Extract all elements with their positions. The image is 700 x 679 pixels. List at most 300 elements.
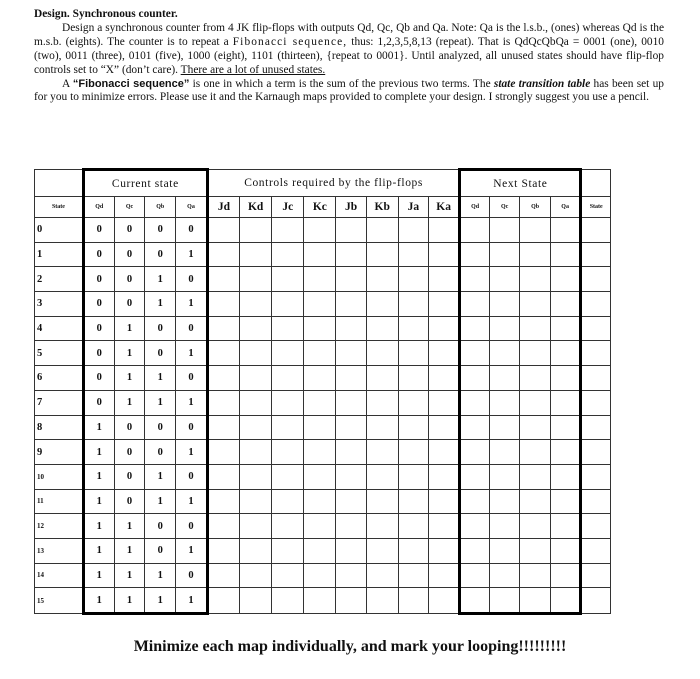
header-current-qb: Qb — [145, 197, 176, 218]
control-entry-cell[interactable] — [207, 366, 239, 391]
current-bit-cell: 0 — [176, 366, 208, 391]
table-row — [35, 514, 700, 539]
next-state-entry-cell[interactable] — [520, 267, 550, 292]
control-entry-cell[interactable] — [336, 292, 366, 317]
state-right-cell[interactable] — [581, 316, 611, 341]
control-entry-cell[interactable] — [398, 538, 428, 563]
next-state-entry-cell[interactable] — [520, 242, 550, 267]
current-bit-cell: 0 — [83, 316, 114, 341]
current-bit-cell: 0 — [176, 415, 208, 440]
control-entry-cell[interactable] — [240, 440, 272, 465]
next-state-entry-cell[interactable] — [520, 588, 550, 614]
control-entry-cell[interactable] — [336, 366, 366, 391]
control-entry-cell[interactable] — [272, 242, 304, 267]
control-entry-cell[interactable] — [240, 390, 272, 415]
current-bit-cell: 0 — [176, 514, 208, 539]
next-state-entry-cell[interactable] — [460, 341, 490, 366]
next-state-entry-cell[interactable] — [489, 390, 519, 415]
group-header-row — [35, 170, 700, 197]
current-bit-cell: 1 — [114, 390, 145, 415]
control-entry-cell[interactable] — [207, 390, 239, 415]
control-entry-cell[interactable] — [429, 489, 460, 514]
control-entry-cell[interactable] — [429, 464, 460, 489]
next-state-entry-cell[interactable] — [550, 464, 581, 489]
control-entry-cell[interactable] — [398, 588, 428, 614]
current-bit-cell: 1 — [114, 341, 145, 366]
control-entry-cell[interactable] — [304, 588, 336, 614]
current-bit-cell: 1 — [176, 440, 208, 465]
state-number: 3 — [35, 292, 84, 317]
current-bit-cell: 1 — [145, 390, 176, 415]
current-bit-cell: 1 — [145, 588, 176, 614]
control-entry-cell[interactable] — [207, 538, 239, 563]
p1-underlined: There are a lot of unused states. — [180, 63, 326, 76]
control-entry-cell[interactable] — [272, 440, 304, 465]
control-entry-cell[interactable] — [366, 538, 398, 563]
instructions — [34, 8, 664, 105]
next-state-entry-cell[interactable] — [520, 316, 550, 341]
next-state-entry-cell[interactable] — [460, 267, 490, 292]
control-entry-cell[interactable] — [240, 588, 272, 614]
state-number: 11 — [35, 489, 84, 514]
next-state-entry-cell[interactable] — [550, 218, 581, 243]
header-current-qd: Qd — [83, 197, 114, 218]
control-entry-cell[interactable] — [429, 588, 460, 614]
state-right-cell[interactable] — [581, 464, 611, 489]
current-bit-cell: 1 — [83, 415, 114, 440]
state-right-cell[interactable] — [581, 415, 611, 440]
current-bit-cell: 1 — [145, 366, 176, 391]
control-entry-cell[interactable] — [429, 242, 460, 267]
table-row — [35, 390, 700, 415]
current-bit-cell: 1 — [83, 563, 114, 588]
header-control-jb: Jb — [336, 197, 366, 218]
control-entry-cell[interactable] — [429, 292, 460, 317]
control-entry-cell[interactable] — [272, 538, 304, 563]
next-state-entry-cell[interactable] — [550, 588, 581, 614]
control-entry-cell[interactable] — [272, 563, 304, 588]
current-bit-cell: 0 — [176, 316, 208, 341]
header-next-qb: Qb — [520, 197, 550, 218]
control-entry-cell[interactable] — [336, 440, 366, 465]
header-control-kc: Kc — [304, 197, 336, 218]
control-entry-cell[interactable] — [240, 242, 272, 267]
control-entry-cell[interactable] — [398, 316, 428, 341]
control-entry-cell[interactable] — [366, 316, 398, 341]
control-entry-cell[interactable] — [398, 489, 428, 514]
next-state-entry-cell[interactable] — [489, 538, 519, 563]
control-entry-cell[interactable] — [304, 440, 336, 465]
next-state-entry-cell[interactable] — [489, 218, 519, 243]
table-row — [35, 316, 700, 341]
control-entry-cell[interactable] — [398, 366, 428, 391]
current-bit-cell: 0 — [114, 489, 145, 514]
control-entry-cell[interactable] — [366, 440, 398, 465]
control-entry-cell[interactable] — [336, 464, 366, 489]
next-state-entry-cell[interactable] — [550, 538, 581, 563]
next-state-entry-cell[interactable] — [550, 267, 581, 292]
control-entry-cell[interactable] — [336, 489, 366, 514]
current-bit-cell: 1 — [176, 489, 208, 514]
current-bit-cell: 1 — [145, 489, 176, 514]
control-entry-cell[interactable] — [207, 316, 239, 341]
control-entry-cell[interactable] — [429, 390, 460, 415]
state-right-cell[interactable] — [581, 218, 611, 243]
next-state-entry-cell[interactable] — [489, 440, 519, 465]
control-entry-cell[interactable] — [429, 538, 460, 563]
next-state-entry-cell[interactable] — [550, 563, 581, 588]
state-right-cell[interactable] — [581, 341, 611, 366]
next-state-entry-cell[interactable] — [460, 415, 490, 440]
next-state-entry-cell[interactable] — [520, 464, 550, 489]
control-entry-cell[interactable] — [398, 341, 428, 366]
next-state-entry-cell[interactable] — [520, 538, 550, 563]
header-control-jd: Jd — [207, 197, 239, 218]
control-entry-cell[interactable] — [336, 415, 366, 440]
current-bit-cell: 0 — [83, 366, 114, 391]
table-row — [35, 538, 700, 563]
control-entry-cell[interactable] — [240, 415, 272, 440]
next-state-entry-cell[interactable] — [460, 390, 490, 415]
control-entry-cell[interactable] — [207, 514, 239, 539]
current-bit-cell: 0 — [83, 292, 114, 317]
control-entry-cell[interactable] — [366, 218, 398, 243]
state-right-cell[interactable] — [581, 514, 611, 539]
state-right-cell[interactable] — [581, 489, 611, 514]
control-entry-cell[interactable] — [398, 218, 428, 243]
current-bit-cell: 0 — [145, 440, 176, 465]
control-entry-cell[interactable] — [336, 390, 366, 415]
next-state-entry-cell[interactable] — [460, 440, 490, 465]
control-entry-cell[interactable] — [398, 390, 428, 415]
state-right-cell[interactable] — [581, 588, 611, 614]
p2-text-e: has been set up for you to minimize errors. Please use it and the Karnaugh maps provided to complete your design. I strongly suggest you use a pencil. — [34, 77, 664, 104]
next-state-entry-cell[interactable] — [550, 366, 581, 391]
current-bit-cell: 1 — [114, 366, 145, 391]
next-state-entry-cell[interactable] — [460, 514, 490, 539]
control-entry-cell[interactable] — [272, 267, 304, 292]
next-state-entry-cell[interactable] — [520, 563, 550, 588]
control-entry-cell[interactable] — [240, 366, 272, 391]
control-entry-cell[interactable] — [336, 341, 366, 366]
state-number: 6 — [35, 366, 84, 391]
control-entry-cell[interactable] — [207, 218, 239, 243]
control-entry-cell[interactable] — [336, 538, 366, 563]
state-number: 13 — [35, 538, 84, 563]
control-entry-cell[interactable] — [429, 563, 460, 588]
control-entry-cell[interactable] — [336, 267, 366, 292]
control-entry-cell[interactable] — [240, 292, 272, 317]
control-entry-cell[interactable] — [207, 588, 239, 614]
control-entry-cell[interactable] — [398, 440, 428, 465]
next-state-entry-cell[interactable] — [489, 489, 519, 514]
p1-text-a: Design a synchronous counter from 4 JK flip-flops with outputs Qd, Qc, Qb and Qa. Note: Qa is the l.s.b., (ones) whereas Qd is the m.s.b. (eights). The counter is to repeat a — [34, 21, 664, 48]
table-row — [35, 218, 700, 243]
state-number: 15 — [35, 588, 84, 614]
state-number: 10 — [35, 464, 84, 489]
control-entry-cell[interactable] — [398, 242, 428, 267]
state-right-cell[interactable] — [581, 292, 611, 317]
current-bit-cell: 0 — [176, 464, 208, 489]
header-next-qd: Qd — [460, 197, 490, 218]
next-state-entry-cell[interactable] — [489, 514, 519, 539]
control-entry-cell[interactable] — [366, 341, 398, 366]
control-entry-cell[interactable] — [429, 366, 460, 391]
control-entry-cell[interactable] — [240, 563, 272, 588]
control-entry-cell[interactable] — [366, 415, 398, 440]
next-state-entry-cell[interactable] — [550, 242, 581, 267]
current-bit-cell: 0 — [83, 218, 114, 243]
next-state-entry-cell[interactable] — [489, 316, 519, 341]
current-bit-cell: 1 — [83, 489, 114, 514]
control-entry-cell[interactable] — [429, 316, 460, 341]
control-entry-cell[interactable] — [304, 415, 336, 440]
control-entry-cell[interactable] — [304, 242, 336, 267]
state-right-cell[interactable] — [581, 538, 611, 563]
current-bit-cell: 1 — [83, 514, 114, 539]
current-bit-cell: 0 — [83, 242, 114, 267]
control-entry-cell[interactable] — [272, 292, 304, 317]
control-entry-cell[interactable] — [398, 415, 428, 440]
next-state-entry-cell[interactable] — [550, 341, 581, 366]
control-entry-cell[interactable] — [240, 316, 272, 341]
control-entry-cell[interactable] — [207, 489, 239, 514]
current-bit-cell: 0 — [114, 464, 145, 489]
next-state-entry-cell[interactable] — [489, 415, 519, 440]
control-entry-cell[interactable] — [398, 464, 428, 489]
control-entry-cell[interactable] — [304, 390, 336, 415]
control-entry-cell[interactable] — [336, 218, 366, 243]
state-number: 2 — [35, 267, 84, 292]
next-state-entry-cell[interactable] — [489, 588, 519, 614]
next-state-entry-cell[interactable] — [520, 440, 550, 465]
next-state-entry-cell[interactable] — [489, 366, 519, 391]
control-entry-cell[interactable] — [272, 366, 304, 391]
control-entry-cell[interactable] — [304, 267, 336, 292]
control-entry-cell[interactable] — [304, 341, 336, 366]
control-entry-cell[interactable] — [304, 218, 336, 243]
column-header-row — [35, 197, 700, 218]
p2-text-c: is one in which a term is the sum of the previous two terms. The — [189, 77, 494, 90]
current-bit-cell: 0 — [83, 267, 114, 292]
control-entry-cell[interactable] — [366, 366, 398, 391]
group-next-state: Next State — [460, 170, 581, 197]
control-entry-cell[interactable] — [207, 267, 239, 292]
state-number: 1 — [35, 242, 84, 267]
next-state-entry-cell[interactable] — [460, 464, 490, 489]
next-state-entry-cell[interactable] — [520, 366, 550, 391]
next-state-entry-cell[interactable] — [520, 514, 550, 539]
current-bit-cell: 1 — [176, 588, 208, 614]
control-entry-cell[interactable] — [398, 563, 428, 588]
current-bit-cell: 1 — [83, 588, 114, 614]
control-entry-cell[interactable] — [240, 538, 272, 563]
next-state-entry-cell[interactable] — [520, 341, 550, 366]
control-entry-cell[interactable] — [336, 242, 366, 267]
control-entry-cell[interactable] — [240, 514, 272, 539]
current-bit-cell: 0 — [114, 218, 145, 243]
paragraph-1 — [34, 8, 664, 22]
control-entry-cell[interactable] — [272, 390, 304, 415]
header-control-kb: Kb — [366, 197, 398, 218]
current-bit-cell: 1 — [114, 514, 145, 539]
control-entry-cell[interactable] — [398, 267, 428, 292]
current-bit-cell: 0 — [176, 563, 208, 588]
current-bit-cell: 0 — [114, 242, 145, 267]
control-entry-cell[interactable] — [207, 415, 239, 440]
header-next-qc: Qc — [489, 197, 519, 218]
control-entry-cell[interactable] — [336, 563, 366, 588]
control-entry-cell[interactable] — [240, 218, 272, 243]
current-bit-cell: 0 — [83, 341, 114, 366]
control-entry-cell[interactable] — [366, 267, 398, 292]
control-entry-cell[interactable] — [207, 440, 239, 465]
control-entry-cell[interactable] — [429, 514, 460, 539]
next-state-entry-cell[interactable] — [460, 489, 490, 514]
current-bit-cell: 1 — [176, 538, 208, 563]
current-bit-cell: 1 — [145, 267, 176, 292]
next-state-entry-cell[interactable] — [460, 588, 490, 614]
state-right-cell[interactable] — [581, 242, 611, 267]
next-state-entry-cell[interactable] — [489, 464, 519, 489]
control-entry-cell[interactable] — [336, 514, 366, 539]
control-entry-cell[interactable] — [207, 464, 239, 489]
control-entry-cell[interactable] — [366, 563, 398, 588]
control-entry-cell[interactable] — [366, 464, 398, 489]
control-entry-cell[interactable] — [304, 292, 336, 317]
control-entry-cell[interactable] — [304, 489, 336, 514]
control-entry-cell[interactable] — [366, 390, 398, 415]
next-state-entry-cell[interactable] — [489, 563, 519, 588]
p2-table-term: state transition table — [493, 77, 591, 90]
next-state-entry-cell[interactable] — [520, 390, 550, 415]
control-entry-cell[interactable] — [366, 242, 398, 267]
next-state-entry-cell[interactable] — [460, 563, 490, 588]
control-entry-cell[interactable] — [336, 316, 366, 341]
control-entry-cell[interactable] — [272, 588, 304, 614]
current-bit-cell: 1 — [176, 242, 208, 267]
next-state-entry-cell[interactable] — [489, 242, 519, 267]
next-state-entry-cell[interactable] — [460, 218, 490, 243]
control-entry-cell[interactable] — [304, 538, 336, 563]
current-bit-cell: 0 — [83, 390, 114, 415]
control-entry-cell[interactable] — [272, 464, 304, 489]
control-entry-cell[interactable] — [429, 341, 460, 366]
current-bit-cell: 1 — [83, 464, 114, 489]
control-entry-cell[interactable] — [207, 563, 239, 588]
next-state-entry-cell[interactable] — [520, 292, 550, 317]
current-bit-cell: 1 — [176, 292, 208, 317]
next-state-entry-cell[interactable] — [550, 316, 581, 341]
next-state-entry-cell[interactable] — [489, 292, 519, 317]
next-state-entry-cell[interactable] — [460, 242, 490, 267]
control-entry-cell[interactable] — [240, 489, 272, 514]
group-blank-right — [581, 170, 611, 197]
control-entry-cell[interactable] — [429, 218, 460, 243]
state-number: 0 — [35, 218, 84, 243]
current-bit-cell: 1 — [114, 316, 145, 341]
table-row — [35, 267, 700, 292]
control-entry-cell[interactable] — [366, 588, 398, 614]
state-right-cell[interactable] — [581, 366, 611, 391]
control-entry-cell[interactable] — [429, 267, 460, 292]
control-entry-cell[interactable] — [240, 341, 272, 366]
control-entry-cell[interactable] — [429, 440, 460, 465]
control-entry-cell[interactable] — [366, 489, 398, 514]
next-state-entry-cell[interactable] — [520, 415, 550, 440]
control-entry-cell[interactable] — [366, 514, 398, 539]
header-control-ka: Ka — [429, 197, 460, 218]
control-entry-cell[interactable] — [304, 366, 336, 391]
control-entry-cell[interactable] — [240, 267, 272, 292]
current-bit-cell: 0 — [145, 341, 176, 366]
header-control-jc: Jc — [272, 197, 304, 218]
next-state-entry-cell[interactable] — [550, 440, 581, 465]
current-bit-cell: 1 — [83, 440, 114, 465]
control-entry-cell[interactable] — [272, 341, 304, 366]
next-state-entry-cell[interactable] — [489, 267, 519, 292]
table-row — [35, 366, 700, 391]
control-entry-cell[interactable] — [207, 341, 239, 366]
p2-text-a: A — [62, 77, 73, 90]
control-entry-cell[interactable] — [272, 489, 304, 514]
current-bit-cell: 0 — [176, 218, 208, 243]
control-entry-cell[interactable] — [304, 316, 336, 341]
control-entry-cell[interactable] — [304, 464, 336, 489]
control-entry-cell[interactable] — [336, 588, 366, 614]
table-row — [35, 489, 700, 514]
state-right-cell[interactable] — [581, 267, 611, 292]
state-right-cell[interactable] — [581, 440, 611, 465]
control-entry-cell[interactable] — [304, 514, 336, 539]
header-state: State — [35, 197, 84, 218]
next-state-entry-cell[interactable] — [460, 292, 490, 317]
next-state-entry-cell[interactable] — [550, 514, 581, 539]
next-state-entry-cell[interactable] — [520, 489, 550, 514]
control-entry-cell[interactable] — [398, 514, 428, 539]
next-state-entry-cell[interactable] — [489, 341, 519, 366]
control-entry-cell[interactable] — [240, 464, 272, 489]
next-state-entry-cell[interactable] — [550, 415, 581, 440]
control-entry-cell[interactable] — [272, 316, 304, 341]
control-entry-cell[interactable] — [429, 415, 460, 440]
control-entry-cell[interactable] — [272, 514, 304, 539]
next-state-entry-cell[interactable] — [520, 218, 550, 243]
next-state-entry-cell[interactable] — [460, 366, 490, 391]
control-entry-cell[interactable] — [272, 415, 304, 440]
next-state-entry-cell[interactable] — [550, 390, 581, 415]
current-bit-cell: 0 — [145, 415, 176, 440]
state-number: 4 — [35, 316, 84, 341]
control-entry-cell[interactable] — [366, 292, 398, 317]
control-entry-cell[interactable] — [207, 242, 239, 267]
control-entry-cell[interactable] — [272, 218, 304, 243]
header-next-qa: Qa — [550, 197, 581, 218]
table-row — [35, 341, 700, 366]
current-bit-cell: 0 — [145, 538, 176, 563]
state-right-cell[interactable] — [581, 390, 611, 415]
next-state-entry-cell[interactable] — [550, 489, 581, 514]
next-state-entry-cell[interactable] — [550, 292, 581, 317]
current-bit-cell: 1 — [114, 588, 145, 614]
state-right-cell[interactable] — [581, 563, 611, 588]
next-state-entry-cell[interactable] — [460, 316, 490, 341]
control-entry-cell[interactable] — [207, 292, 239, 317]
next-state-entry-cell[interactable] — [460, 538, 490, 563]
control-entry-cell[interactable] — [304, 563, 336, 588]
current-bit-cell: 0 — [114, 267, 145, 292]
control-entry-cell[interactable] — [398, 292, 428, 317]
